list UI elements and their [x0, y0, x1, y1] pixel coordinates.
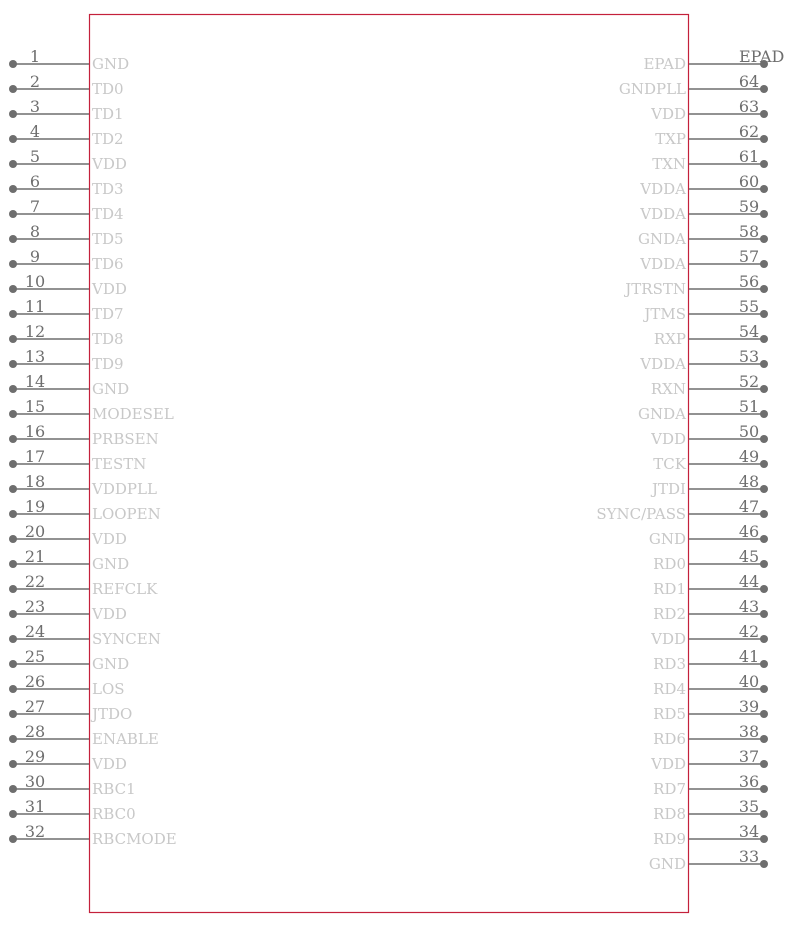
- pin-end-dot: [760, 160, 768, 168]
- right-pin-58: [638, 222, 768, 248]
- pin-name: GND: [92, 380, 130, 398]
- pin-number: 27: [24, 697, 46, 716]
- pin-end-dot: [9, 60, 17, 68]
- pin-name: VDD: [651, 755, 686, 773]
- pin-number: 44: [738, 572, 760, 591]
- right-pin-column: [596, 47, 784, 873]
- pin-name: TD8: [92, 330, 124, 348]
- pin-number: 1: [29, 47, 41, 66]
- pin-name: VDD: [92, 280, 127, 298]
- right-pin-50: [650, 422, 768, 448]
- pin-end-dot: [9, 110, 17, 118]
- pin-end-dot: [760, 560, 768, 568]
- pin-number: 6: [29, 172, 41, 191]
- pin-name: RD4: [653, 680, 686, 698]
- right-pin-38: [653, 722, 768, 748]
- pin-end-dot: [760, 760, 768, 768]
- left-pin-24: [9, 622, 161, 648]
- pin-end-dot: [9, 510, 17, 518]
- pin-number: 58: [738, 222, 760, 241]
- pin-end-dot: [9, 585, 17, 593]
- pin-number: 57: [738, 247, 760, 266]
- pin-name: RD2: [653, 605, 686, 623]
- pin-number: 25: [24, 647, 46, 666]
- left-pin-29: [9, 747, 127, 773]
- pin-name: VDDA: [640, 255, 686, 273]
- pin-end-dot: [760, 835, 768, 843]
- pin-number: 59: [738, 197, 760, 216]
- right-pin-56: [623, 272, 768, 298]
- pin-name: TESTN: [92, 455, 147, 473]
- left-pin-8: [9, 222, 124, 248]
- pin-number: 16: [24, 422, 46, 441]
- pin-name: ENABLE: [92, 730, 159, 748]
- pin-number: 28: [24, 722, 46, 741]
- left-pin-18: [9, 472, 157, 498]
- left-pin-30: [9, 772, 136, 798]
- pin-end-dot: [9, 835, 17, 843]
- right-pin-62: [655, 122, 768, 148]
- pin-name: RD5: [653, 705, 686, 723]
- pin-end-dot: [9, 285, 17, 293]
- pin-number: 64: [738, 72, 760, 91]
- pin-number: 45: [738, 547, 760, 566]
- pin-number: 7: [29, 197, 41, 216]
- pin-end-dot: [760, 285, 768, 293]
- left-pin-9: [9, 247, 124, 273]
- pin-name: GND: [92, 555, 130, 573]
- ic-body-outline: [90, 15, 689, 913]
- pin-name: RD0: [653, 555, 686, 573]
- pin-name: TD6: [92, 255, 124, 273]
- pin-number: 20: [24, 522, 46, 541]
- pin-name: RD7: [653, 780, 686, 798]
- pin-name: JTDO: [92, 705, 133, 723]
- left-pin-32: [9, 822, 177, 848]
- pin-number: 11: [24, 297, 46, 316]
- pin-name: VDDA: [640, 180, 686, 198]
- pin-number: 9: [29, 247, 41, 266]
- pin-name: TXP: [655, 130, 686, 148]
- right-pin-57: [639, 247, 768, 273]
- left-pin-25: [9, 647, 129, 673]
- pin-number: 15: [24, 397, 46, 416]
- left-pin-23: [9, 597, 127, 623]
- left-pin-21: [9, 547, 129, 573]
- pin-number: 29: [24, 747, 46, 766]
- pin-name: TXN: [652, 155, 686, 173]
- pin-end-dot: [9, 335, 17, 343]
- pin-number: 10: [24, 272, 46, 291]
- pin-end-dot: [760, 585, 768, 593]
- pin-end-dot: [760, 235, 768, 243]
- pin-end-dot: [9, 235, 17, 243]
- pin-end-dot: [760, 85, 768, 93]
- left-pin-2: [9, 72, 124, 98]
- right-pin-61: [652, 147, 768, 173]
- pin-name: VDD: [92, 530, 127, 548]
- pin-end-dot: [760, 410, 768, 418]
- left-pin-6: [9, 172, 124, 198]
- pin-name: TD7: [92, 305, 124, 323]
- pin-number: 63: [738, 97, 760, 116]
- pin-number: 41: [738, 647, 760, 666]
- right-pin-48: [650, 472, 768, 498]
- right-pin-55: [642, 297, 768, 323]
- pin-number: 4: [29, 122, 41, 141]
- pin-number: 48: [738, 472, 760, 491]
- pin-name: JTMS: [644, 305, 686, 323]
- left-pin-14: [9, 372, 129, 398]
- pin-name: SYNC/PASS: [596, 505, 686, 523]
- pin-end-dot: [760, 510, 768, 518]
- pin-number: 55: [738, 297, 760, 316]
- pin-end-dot: [760, 535, 768, 543]
- pin-number: 61: [738, 147, 760, 166]
- left-pin-7: [9, 197, 124, 223]
- pin-name: RD8: [653, 805, 686, 823]
- right-pin-44: [653, 572, 768, 598]
- left-pin-22: [9, 572, 158, 598]
- pin-name: EPAD: [643, 55, 686, 73]
- pin-name: VDD: [651, 430, 686, 448]
- left-pin-26: [9, 672, 125, 698]
- pin-end-dot: [9, 685, 17, 693]
- pin-number: 46: [738, 522, 760, 541]
- pin-end-dot: [9, 310, 17, 318]
- pin-end-dot: [760, 110, 768, 118]
- pin-number: 35: [738, 797, 760, 816]
- left-pin-12: [9, 322, 124, 348]
- left-pin-19: [9, 497, 161, 523]
- pin-name: JTDI: [652, 480, 686, 498]
- left-pin-17: [9, 447, 146, 473]
- right-pin-60: [639, 172, 768, 198]
- pin-name: TD0: [92, 80, 124, 98]
- pin-number: 33: [738, 847, 760, 866]
- pin-number: 17: [24, 447, 46, 466]
- pin-name: VDD: [651, 105, 686, 123]
- pin-number: 30: [24, 772, 46, 791]
- pin-end-dot: [9, 160, 17, 168]
- pin-end-dot: [9, 410, 17, 418]
- pin-number: 24: [24, 622, 46, 641]
- right-pin-53: [639, 347, 768, 373]
- left-pin-1: [9, 47, 129, 73]
- pin-number: 43: [738, 597, 760, 616]
- pin-end-dot: [760, 735, 768, 743]
- pin-end-dot: [760, 185, 768, 193]
- right-pin-64: [619, 72, 768, 98]
- right-pin-37: [650, 747, 768, 773]
- pin-name: VDD: [92, 155, 127, 173]
- pin-end-dot: [9, 435, 17, 443]
- pin-name: TD2: [92, 130, 124, 148]
- pin-end-dot: [9, 260, 17, 268]
- right-pin-49: [653, 447, 768, 473]
- pin-end-dot: [760, 810, 768, 818]
- right-pin-43: [653, 597, 768, 623]
- pin-name: LOOPEN: [92, 505, 161, 523]
- pin-end-dot: [760, 785, 768, 793]
- pin-end-dot: [9, 610, 17, 618]
- pin-end-dot: [9, 210, 17, 218]
- pin-end-dot: [9, 135, 17, 143]
- pin-number: 12: [24, 322, 46, 341]
- pin-name: RXP: [653, 330, 686, 348]
- right-pin-52: [651, 372, 768, 398]
- pin-number: 51: [738, 397, 760, 416]
- pin-name: RBC0: [92, 805, 136, 823]
- pin-number: 32: [24, 822, 46, 841]
- pin-name: TCK: [653, 455, 686, 473]
- pin-number: 49: [738, 447, 760, 466]
- pin-number: 13: [24, 347, 46, 366]
- left-pin-column: [9, 47, 177, 848]
- pin-end-dot: [760, 385, 768, 393]
- pin-end-dot: [760, 860, 768, 868]
- pin-number: 31: [24, 797, 46, 816]
- pin-name: TD4: [92, 205, 124, 223]
- pin-end-dot: [760, 685, 768, 693]
- pin-number: 2: [29, 72, 41, 91]
- pin-name: TD3: [92, 180, 124, 198]
- pin-name: VDDPLL: [92, 480, 157, 498]
- right-pin-59: [639, 197, 768, 223]
- right-pin-36: [653, 772, 768, 798]
- right-pin-33: [649, 847, 768, 873]
- pin-number: 62: [738, 122, 760, 141]
- pin-number: 36: [738, 772, 760, 791]
- pin-number: 3: [29, 97, 41, 116]
- pin-name: RD1: [653, 580, 686, 598]
- pin-name: JTRSTN: [625, 280, 686, 298]
- pin-end-dot: [760, 485, 768, 493]
- pin-end-dot: [760, 635, 768, 643]
- pin-name: GNDA: [638, 405, 686, 423]
- pin-number: 53: [738, 347, 760, 366]
- left-pin-11: [9, 297, 124, 323]
- left-pin-5: [9, 147, 127, 173]
- pin-name: GND: [648, 530, 686, 548]
- pin-number: 39: [738, 697, 760, 716]
- pin-number: 5: [29, 147, 41, 166]
- right-pin-41: [653, 647, 768, 673]
- pin-name: RD9: [653, 830, 686, 848]
- pin-end-dot: [9, 85, 17, 93]
- pin-end-dot: [760, 260, 768, 268]
- pin-number: 26: [24, 672, 46, 691]
- pin-name: REFCLK: [92, 580, 158, 598]
- pin-end-dot: [760, 210, 768, 218]
- pin-name: VDD: [92, 605, 127, 623]
- pin-number: 37: [738, 747, 760, 766]
- pin-end-dot: [760, 610, 768, 618]
- pin-end-dot: [760, 435, 768, 443]
- pin-end-dot: [9, 360, 17, 368]
- pin-end-dot: [9, 535, 17, 543]
- pin-name: RD6: [653, 730, 686, 748]
- right-pin-35: [653, 797, 768, 823]
- pin-end-dot: [760, 310, 768, 318]
- pin-end-dot: [760, 460, 768, 468]
- pin-end-dot: [9, 810, 17, 818]
- pin-name: LOS: [92, 680, 125, 698]
- right-pin-63: [650, 97, 768, 123]
- pin-number: 21: [24, 547, 46, 566]
- left-pin-27: [9, 697, 132, 723]
- pin-end-dot: [760, 660, 768, 668]
- pin-name: GND: [92, 655, 130, 673]
- left-pin-10: [9, 272, 127, 298]
- left-pin-20: [9, 522, 127, 548]
- left-pin-3: [9, 97, 124, 123]
- right-pin-40: [653, 672, 768, 698]
- pin-name: VDD: [92, 755, 127, 773]
- pin-number: 22: [24, 572, 46, 591]
- pin-name: RBCMODE: [92, 830, 177, 848]
- pin-number: 14: [24, 372, 46, 391]
- pin-number: 34: [738, 822, 760, 841]
- pin-number: 54: [738, 322, 760, 341]
- pin-end-dot: [9, 185, 17, 193]
- pin-name: RBC1: [92, 780, 136, 798]
- pin-number: 8: [29, 222, 41, 241]
- pin-number: 40: [738, 672, 760, 691]
- pin-name: GNDPLL: [618, 80, 686, 98]
- pin-number: 47: [738, 497, 760, 516]
- pin-number: 19: [24, 497, 46, 516]
- left-pin-15: [9, 397, 174, 423]
- pin-end-dot: [760, 335, 768, 343]
- right-pin-47: [596, 497, 768, 523]
- pin-name: PRBSEN: [92, 430, 159, 448]
- left-pin-28: [9, 722, 159, 748]
- pin-end-dot: [760, 135, 768, 143]
- pin-name: GND: [92, 55, 130, 73]
- pin-end-dot: [9, 385, 17, 393]
- pin-number: 23: [24, 597, 46, 616]
- pin-number: 60: [738, 172, 760, 191]
- pin-name: SYNCEN: [92, 630, 161, 648]
- pin-name: TD5: [92, 230, 124, 248]
- right-pin-42: [650, 622, 768, 648]
- right-pin-45: [653, 547, 768, 573]
- right-pin-46: [649, 522, 768, 548]
- pin-number: 52: [738, 372, 760, 391]
- right-pin-34: [653, 822, 768, 848]
- pin-number: 18: [24, 472, 46, 491]
- left-pin-4: [9, 122, 124, 148]
- pin-end-dot: [9, 660, 17, 668]
- pin-number: 50: [738, 422, 760, 441]
- right-pin-51: [638, 397, 768, 423]
- pin-end-dot: [9, 735, 17, 743]
- pin-number: 38: [738, 722, 760, 741]
- pin-name: TD9: [92, 355, 124, 373]
- pin-end-dot: [9, 635, 17, 643]
- pin-number: 56: [738, 272, 760, 291]
- pin-number: EPAD: [739, 47, 785, 66]
- right-pin-EPAD: [643, 47, 784, 73]
- pin-end-dot: [9, 485, 17, 493]
- pin-end-dot: [9, 785, 17, 793]
- pin-end-dot: [9, 460, 17, 468]
- right-pin-54: [654, 322, 768, 348]
- pin-name: GND: [648, 855, 686, 873]
- pin-end-dot: [9, 710, 17, 718]
- pin-end-dot: [760, 360, 768, 368]
- left-pin-13: [9, 347, 124, 373]
- right-pin-39: [653, 697, 768, 723]
- left-pin-31: [9, 797, 136, 823]
- pin-end-dot: [9, 560, 17, 568]
- pin-name: RXN: [650, 380, 686, 398]
- pin-name: MODESEL: [92, 405, 174, 423]
- pin-end-dot: [9, 760, 17, 768]
- pin-name: RD3: [653, 655, 686, 673]
- pin-number: 42: [738, 622, 760, 641]
- pin-end-dot: [760, 710, 768, 718]
- pin-name: VDD: [651, 630, 686, 648]
- left-pin-16: [9, 422, 159, 448]
- pin-name: TD1: [92, 105, 124, 123]
- pin-name: GNDA: [638, 230, 686, 248]
- pin-name: VDDA: [640, 205, 686, 223]
- pin-name: VDDA: [640, 355, 686, 373]
